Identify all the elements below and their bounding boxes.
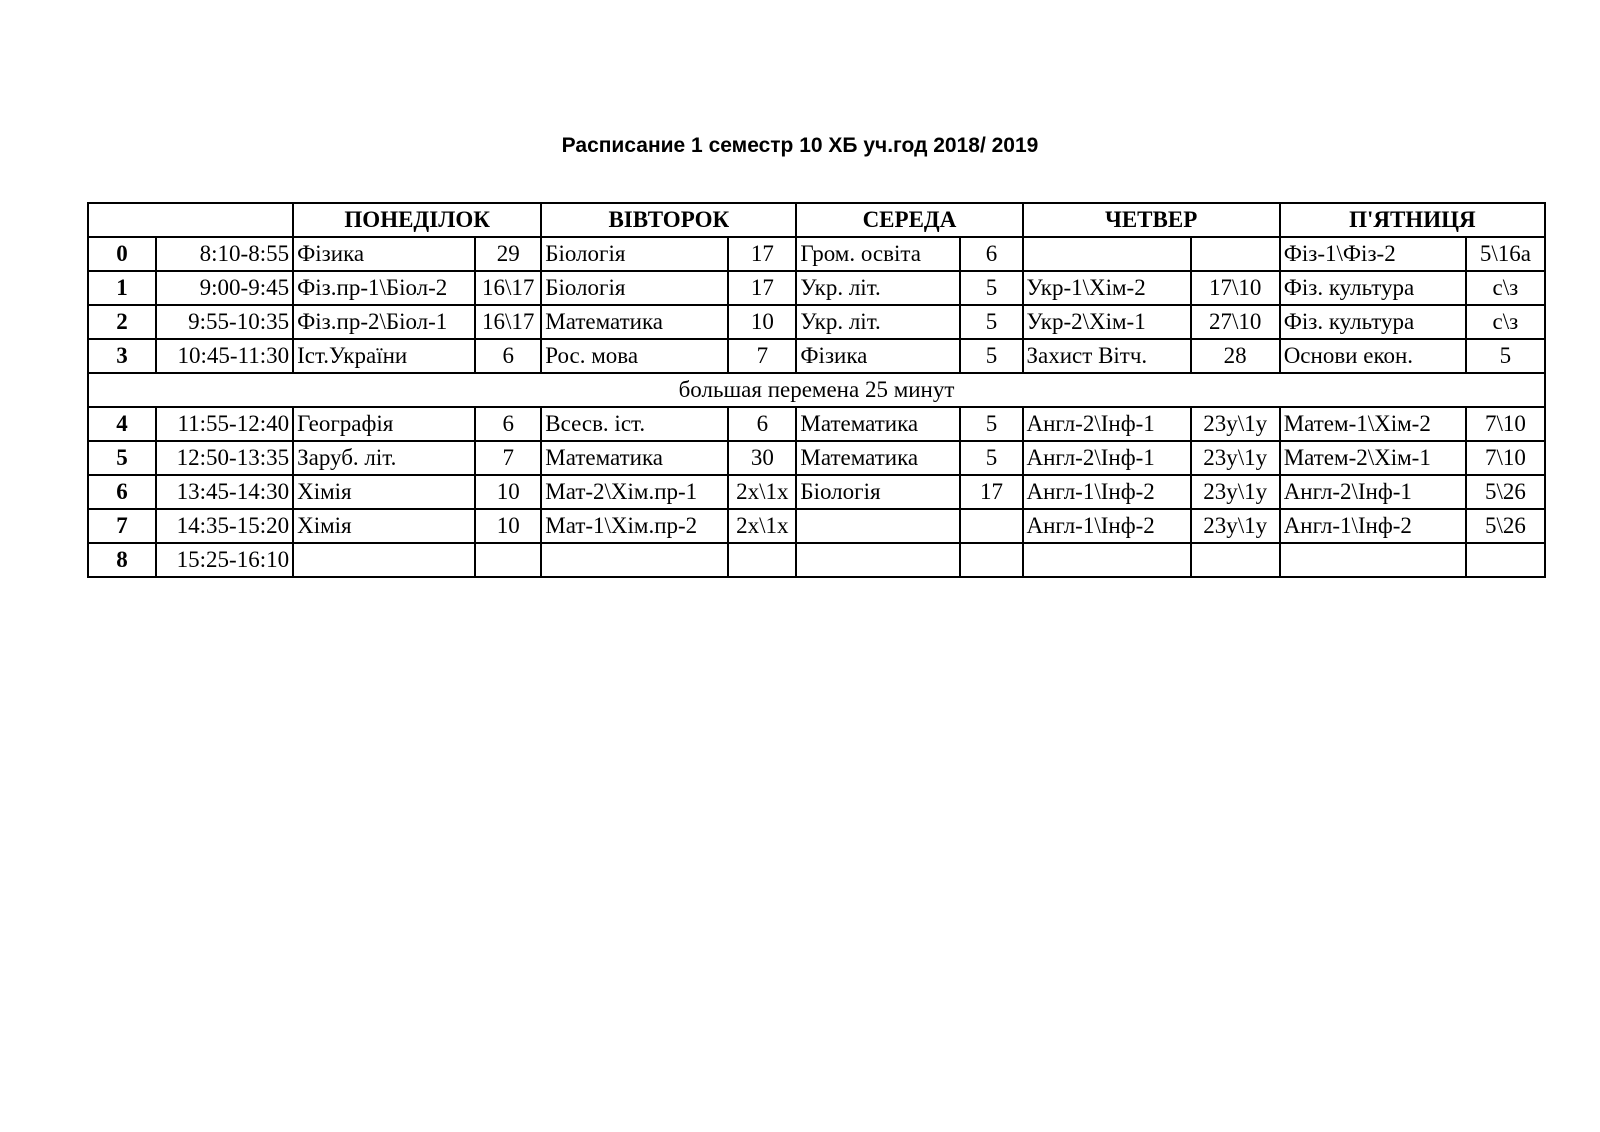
subject-cell (1023, 543, 1191, 577)
room-cell: 29 (475, 237, 541, 271)
lesson-time: 15:25-16:10 (156, 543, 293, 577)
lesson-number: 5 (88, 441, 156, 475)
lesson-number: 8 (88, 543, 156, 577)
subject-cell: Захист Вітч. (1023, 339, 1191, 373)
lesson-time: 12:50-13:35 (156, 441, 293, 475)
room-cell: 23у\1у (1191, 475, 1280, 509)
subject-cell: Фіз. культура (1280, 271, 1466, 305)
lesson-time: 13:45-14:30 (156, 475, 293, 509)
schedule-body (88, 237, 1545, 577)
room-cell: 2х\1х (728, 475, 796, 509)
lesson-row (88, 339, 1545, 373)
room-cell: 10 (475, 509, 541, 543)
day-header: СЕРЕДА (796, 203, 1022, 237)
subject-cell (293, 543, 475, 577)
room-cell: 23у\1у (1191, 407, 1280, 441)
subject-cell: Фіз-1\Фіз-2 (1280, 237, 1466, 271)
lesson-number: 7 (88, 509, 156, 543)
lesson-number: 6 (88, 475, 156, 509)
subject-cell: Фіз.пр-2\Біол-1 (293, 305, 475, 339)
subject-cell: Укр. літ. (796, 271, 960, 305)
subject-cell: Англ-1\Інф-2 (1023, 509, 1191, 543)
room-cell: 30 (728, 441, 796, 475)
room-cell: 6 (960, 237, 1022, 271)
lesson-time: 14:35-15:20 (156, 509, 293, 543)
lesson-time: 9:55-10:35 (156, 305, 293, 339)
room-cell: 5 (960, 407, 1022, 441)
room-cell: 23у\1у (1191, 441, 1280, 475)
room-cell: 5 (1466, 339, 1545, 373)
lesson-row (88, 475, 1545, 509)
subject-cell: Основи екон. (1280, 339, 1466, 373)
page-title: Расписание 1 семестр 10 ХБ уч.год 2018/ 2019 (561, 134, 1039, 157)
lesson-row (88, 237, 1545, 271)
subject-cell: Фіз. культура (1280, 305, 1466, 339)
room-cell: 5\16а (1466, 237, 1545, 271)
room-cell: 7\10 (1466, 407, 1545, 441)
subject-cell: Матем-2\Хім-1 (1280, 441, 1466, 475)
lesson-number: 0 (88, 237, 156, 271)
lesson-number: 3 (88, 339, 156, 373)
day-header: ЧЕТВЕР (1023, 203, 1280, 237)
subject-cell: Англ-2\Інф-1 (1023, 441, 1191, 475)
lesson-row (88, 441, 1545, 475)
break-label: большая перемена 25 минут (88, 373, 1545, 407)
room-cell (1191, 543, 1280, 577)
room-cell (1466, 543, 1545, 577)
subject-cell: Всесв. іст. (541, 407, 728, 441)
room-cell: 7 (728, 339, 796, 373)
subject-cell: Математика (796, 441, 960, 475)
schedule-table (87, 202, 1546, 578)
room-cell: 5\26 (1466, 475, 1545, 509)
subject-cell: Хімія (293, 509, 475, 543)
lesson-number: 1 (88, 271, 156, 305)
room-cell: 10 (475, 475, 541, 509)
subject-cell: Англ-2\Інф-1 (1280, 475, 1466, 509)
lesson-time: 10:45-11:30 (156, 339, 293, 373)
header-row (88, 203, 1545, 237)
subject-cell: Англ-1\Інф-2 (1280, 509, 1466, 543)
room-cell: 28 (1191, 339, 1280, 373)
lesson-row (88, 509, 1545, 543)
lesson-number: 2 (88, 305, 156, 339)
subject-cell: Біологія (541, 271, 728, 305)
subject-cell: Іст.України (293, 339, 475, 373)
subject-cell (541, 543, 728, 577)
subject-cell: Математика (541, 305, 728, 339)
room-cell: 27\10 (1191, 305, 1280, 339)
room-cell (1191, 237, 1280, 271)
room-cell: 17 (728, 237, 796, 271)
room-cell: 5\26 (1466, 509, 1545, 543)
lesson-row (88, 305, 1545, 339)
subject-cell: Фізика (796, 339, 960, 373)
subject-cell (796, 543, 960, 577)
room-cell: с\з (1466, 271, 1545, 305)
subject-cell: Географія (293, 407, 475, 441)
subject-cell: Рос. мова (541, 339, 728, 373)
subject-cell: Фіз.пр-1\Біол-2 (293, 271, 475, 305)
room-cell: 17 (728, 271, 796, 305)
lesson-row (88, 543, 1545, 577)
subject-cell: Матем-1\Хім-2 (1280, 407, 1466, 441)
room-cell: 6 (475, 407, 541, 441)
room-cell (728, 543, 796, 577)
room-cell: 6 (475, 339, 541, 373)
lesson-time: 8:10-8:55 (156, 237, 293, 271)
subject-cell (796, 509, 960, 543)
day-header: П'ЯТНИЦЯ (1280, 203, 1545, 237)
header-blank-cell (88, 203, 293, 237)
room-cell (475, 543, 541, 577)
room-cell: 5 (960, 339, 1022, 373)
subject-cell (1023, 237, 1191, 271)
subject-cell: Біологія (796, 475, 960, 509)
subject-cell: Укр. літ. (796, 305, 960, 339)
subject-cell: Англ-2\Інф-1 (1023, 407, 1191, 441)
lesson-row (88, 271, 1545, 305)
room-cell: 5 (960, 271, 1022, 305)
subject-cell: Математика (541, 441, 728, 475)
room-cell (960, 509, 1022, 543)
subject-cell: Укр-1\Хім-2 (1023, 271, 1191, 305)
subject-cell: Біологія (541, 237, 728, 271)
subject-cell: Фізика (293, 237, 475, 271)
room-cell: 6 (728, 407, 796, 441)
room-cell (960, 543, 1022, 577)
subject-cell: Заруб. літ. (293, 441, 475, 475)
subject-cell: Англ-1\Інф-2 (1023, 475, 1191, 509)
room-cell: 16\17 (475, 271, 541, 305)
lesson-time: 11:55-12:40 (156, 407, 293, 441)
day-header: ПОНЕДІЛОК (293, 203, 541, 237)
subject-cell: Гром. освіта (796, 237, 960, 271)
subject-cell (1280, 543, 1466, 577)
room-cell: с\з (1466, 305, 1545, 339)
room-cell: 5 (960, 441, 1022, 475)
room-cell: 16\17 (475, 305, 541, 339)
lesson-row (88, 407, 1545, 441)
subject-cell: Математика (796, 407, 960, 441)
subject-cell: Укр-2\Хім-1 (1023, 305, 1191, 339)
day-header: ВІВТОРОК (541, 203, 796, 237)
subject-cell: Хімія (293, 475, 475, 509)
lesson-number: 4 (88, 407, 156, 441)
room-cell: 5 (960, 305, 1022, 339)
room-cell: 17 (960, 475, 1022, 509)
lesson-time: 9:00-9:45 (156, 271, 293, 305)
subject-cell: Мат-2\Хім.пр-1 (541, 475, 728, 509)
room-cell: 17\10 (1191, 271, 1280, 305)
room-cell: 2х\1х (728, 509, 796, 543)
break-row (88, 373, 1545, 407)
room-cell: 10 (728, 305, 796, 339)
subject-cell: Мат-1\Хім.пр-2 (541, 509, 728, 543)
room-cell: 7\10 (1466, 441, 1545, 475)
room-cell: 23у\1у (1191, 509, 1280, 543)
room-cell: 7 (475, 441, 541, 475)
